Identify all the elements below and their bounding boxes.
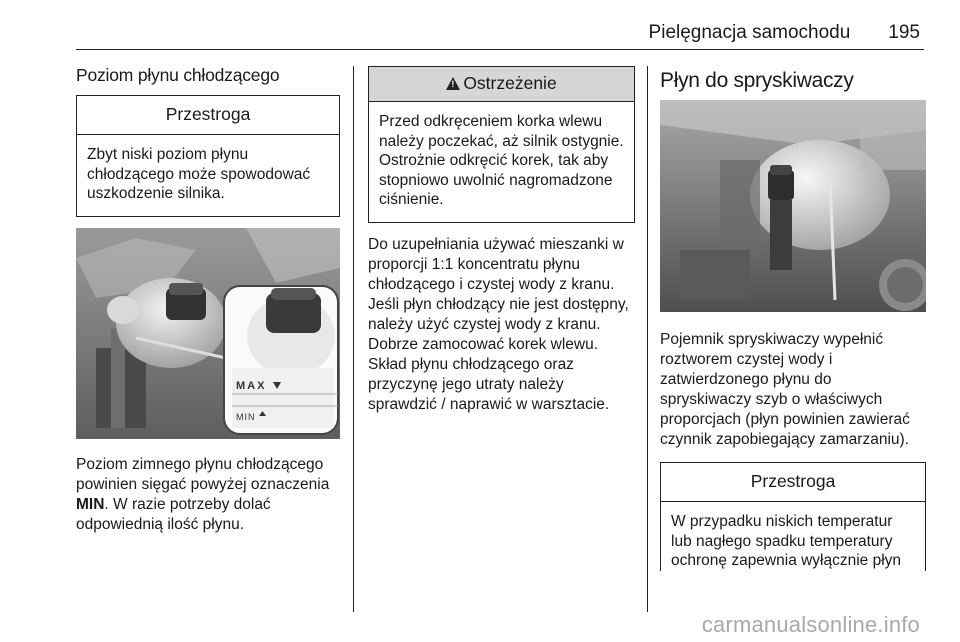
washer-reservoir-illustration bbox=[660, 100, 926, 312]
coolant-reservoir-photo bbox=[76, 228, 340, 439]
header-rule bbox=[76, 49, 924, 50]
watermark: carmanualsonline.info bbox=[701, 612, 920, 637]
column-divider bbox=[647, 66, 648, 612]
column-warning bbox=[368, 66, 635, 415]
running-title: Pielęgnacja samochodu bbox=[648, 22, 851, 43]
section-title-coolant: Poziom płynu chłodzącego bbox=[76, 65, 280, 85]
page-header bbox=[649, 22, 920, 44]
warning-triangle-icon bbox=[446, 77, 460, 90]
min-mark-label: MIN bbox=[236, 411, 256, 422]
warning-box bbox=[368, 66, 635, 223]
caution-box-washer bbox=[660, 462, 926, 571]
caution-text: Zbyt niski poziom płynu chłodzącego może spowodować uszkodzenie silnika. bbox=[87, 146, 311, 202]
coolant-reservoir-illustration bbox=[76, 228, 340, 439]
washer-reservoir-photo bbox=[660, 100, 926, 312]
coolant-level-text: Poziom zimnego płynu chłodzącego powinien sięgać powyżej oznaczenia MIN. W razie potrzeby dolać odpowiednią ilość płynu. bbox=[76, 455, 330, 533]
washer-fluid-text: Pojemnik spryskiwaczy wypełnić roztworem czystej wody i zatwierdzonego płynu do spryskiwaczy szyb o właściwych proporcjach (płyn powinien zawierać czynnik zapobiegający zamarzaniu). bbox=[660, 331, 910, 448]
coolant-mixture-text: Do uzupełniania używać mieszanki w proporcji 1:1 koncentratu płynu chłodzącego i czystej wody z kranu. Jeśli płyn chłodzący nie jest dostępny, należy użyć czystej wody z kranu. Dobrze zamocować korek wlewu. Skład płynu chłodzącego oraz przyczynę jego utraty należy sprawdzić / naprawić w warsztacie. bbox=[368, 235, 629, 413]
caution-title-washer: Przestroga bbox=[661, 463, 925, 502]
caution-box bbox=[76, 95, 340, 217]
min-term: MIN bbox=[76, 495, 105, 513]
caution-title: Przestroga bbox=[77, 96, 339, 135]
section-title-washer: Płyn do spryskiwaczy bbox=[660, 69, 854, 92]
column-divider bbox=[353, 66, 354, 612]
column-coolant-level bbox=[76, 62, 340, 535]
caution-text-washer: W przypadku niskich temperatur lub nagłego spadku temperatury ochronę zapewnia wyłącznie płyn bbox=[671, 513, 902, 569]
max-mark-label: MAX bbox=[236, 379, 267, 392]
page-number: 195 bbox=[888, 22, 920, 43]
warning-text: Przed odkręceniem korka wlewu należy poczekać, aż silnik ostygnie. Ostrożnie odkręcić korek, tak aby stopniowo uwolnić nagromadzone ciśnienie. bbox=[379, 113, 624, 208]
warning-title: Ostrzeżenie bbox=[463, 73, 557, 93]
column-washer-fluid bbox=[660, 64, 926, 571]
warning-heading bbox=[369, 67, 634, 102]
